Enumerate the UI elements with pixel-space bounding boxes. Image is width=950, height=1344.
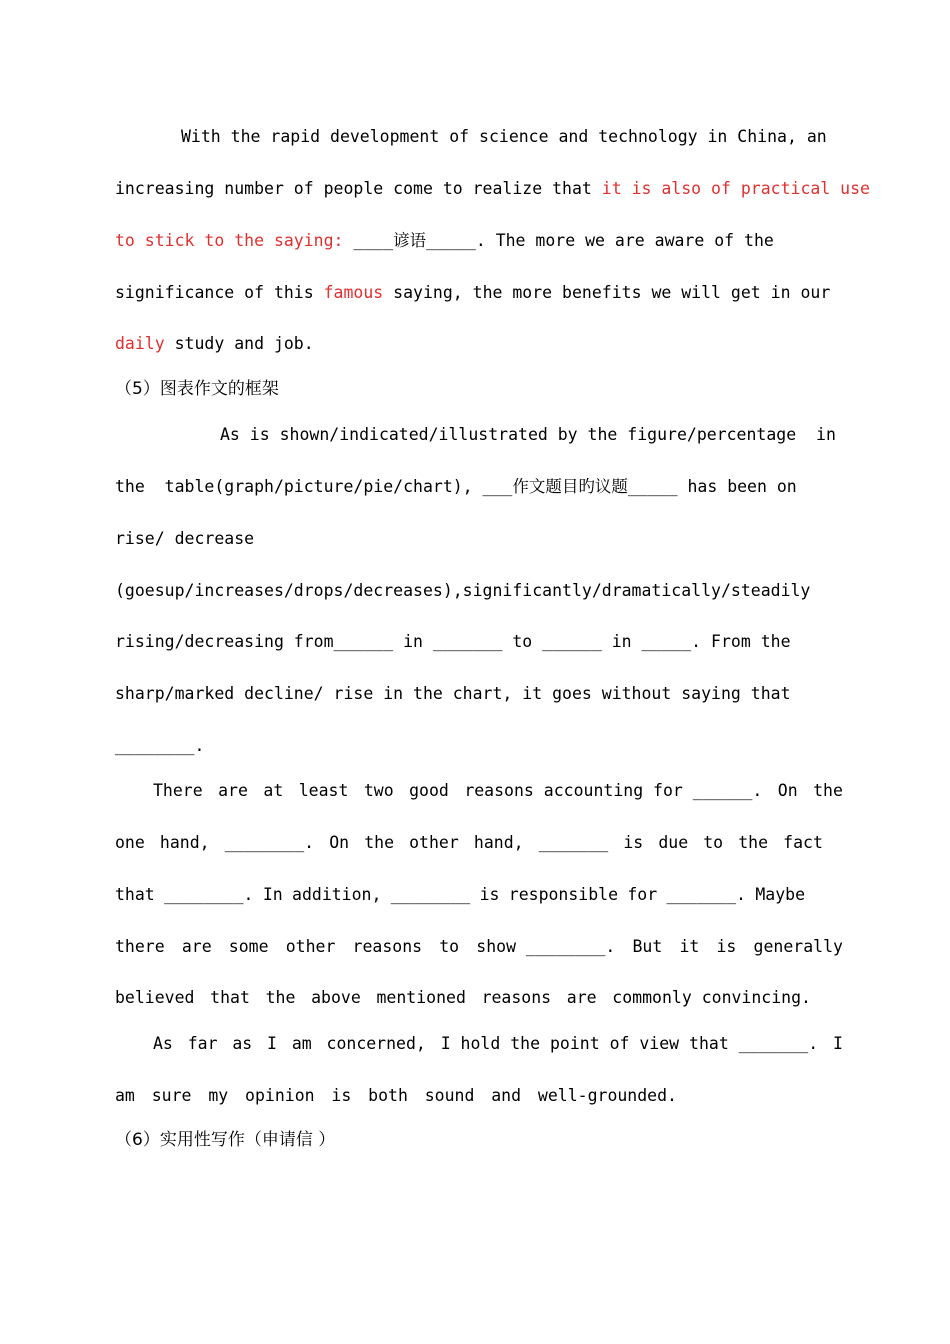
- para1-highlight-stick: to stick to the saying:: [115, 231, 354, 250]
- word: it: [679, 937, 700, 956]
- word: other: [285, 937, 336, 956]
- word: commonly convincing.: [612, 988, 811, 1007]
- word: Maybe: [755, 885, 805, 904]
- word: there: [115, 937, 165, 956]
- word: as: [232, 1034, 253, 1053]
- word: hand,: [159, 833, 210, 852]
- word: to: [703, 833, 724, 852]
- para4-line2: [115, 1085, 677, 1107]
- word: due: [658, 833, 689, 852]
- word: the: [364, 833, 395, 852]
- word: well-grounded.: [537, 1086, 677, 1105]
- word: reasons accounting for ______.: [464, 781, 763, 800]
- word: that: [115, 885, 155, 904]
- word: But: [632, 937, 663, 956]
- word: opinion: [245, 1086, 315, 1105]
- word: are: [218, 781, 248, 800]
- word: other: [409, 833, 459, 852]
- word: are: [566, 988, 597, 1007]
- para2-line5: rising/decreasing from______ in _______ to ______ in _____. From the: [115, 632, 791, 651]
- word: responsible: [508, 885, 619, 904]
- word: is: [331, 1086, 352, 1105]
- word: ________.: [164, 885, 254, 904]
- word: In: [262, 885, 283, 904]
- word: I hold the point of view that _______.: [440, 1034, 819, 1053]
- word: least: [298, 781, 349, 800]
- word: that: [210, 988, 250, 1007]
- word: two: [363, 781, 394, 800]
- word: reasons: [481, 988, 552, 1007]
- word: both: [368, 1086, 408, 1105]
- para2-line2: the table(graph/picture/pie/chart), ___作文题目旳议题_____ has been on: [115, 477, 797, 496]
- para3-line1: [153, 780, 843, 802]
- para1-line3: [115, 230, 845, 252]
- word: fact: [783, 833, 823, 852]
- word: some: [228, 937, 269, 956]
- para3-line4: [115, 936, 843, 958]
- word: above: [311, 988, 361, 1007]
- word: On: [777, 781, 798, 800]
- para1-line3-text: ____谚语_____. The more we are aware of the: [353, 231, 774, 250]
- word: reasons: [352, 937, 423, 956]
- word: sure: [151, 1086, 192, 1105]
- para3-line5: [115, 987, 811, 1009]
- section-heading-5: （5）图表作文的框架: [115, 379, 279, 399]
- para1-line4: [115, 282, 845, 304]
- para1-highlight-famous: famous: [323, 283, 384, 302]
- word: hand,: [473, 833, 524, 852]
- word: show ________.: [476, 937, 616, 956]
- word: to: [439, 937, 460, 956]
- word: is: [479, 885, 500, 904]
- para2-line3: rise/ decrease: [115, 529, 255, 548]
- para1-line4-text-b: saying, the more benefits we will get in our: [383, 283, 831, 302]
- word: for: [627, 885, 658, 904]
- word: good: [409, 781, 449, 800]
- para1-line5: [115, 333, 845, 355]
- word: addition,: [292, 885, 382, 904]
- para2-line4: (goesup/increases/drops/decreases),significantly/dramatically/steadily: [115, 581, 811, 600]
- section-heading-6: （6）实用性写作（申请信 ）: [115, 1130, 336, 1150]
- para3-line2: [115, 832, 823, 854]
- para1-line4-text-a: significance of this: [115, 283, 324, 302]
- para2-line1: As is shown/indicated/illustrated by the figure/percentage in: [220, 425, 836, 444]
- word: I: [833, 1034, 843, 1053]
- word: the: [813, 781, 843, 800]
- word: the: [738, 833, 769, 852]
- word: at: [263, 781, 284, 800]
- para3-line3: [115, 884, 805, 906]
- word: There: [153, 781, 203, 800]
- para1-line2-text: increasing number of people come to realize that: [115, 179, 602, 198]
- word: is: [623, 833, 644, 852]
- word: sound: [424, 1086, 475, 1105]
- word: I: [267, 1034, 277, 1053]
- para1-line1: With the rapid development of science and technology in China, an: [181, 127, 827, 146]
- word: are: [181, 937, 212, 956]
- word: is: [716, 937, 737, 956]
- word: mentioned: [376, 988, 466, 1007]
- word: On: [329, 833, 350, 852]
- word: ________.: [224, 833, 315, 852]
- word: _______: [538, 833, 609, 852]
- para1-highlight-practical: it is also of practical use: [601, 179, 870, 198]
- word: far: [187, 1034, 218, 1053]
- word: my: [208, 1086, 229, 1105]
- para1-line2: [115, 178, 870, 200]
- word: ________: [390, 885, 471, 904]
- word: concerned,: [326, 1034, 426, 1053]
- para1-highlight-daily: daily: [115, 334, 165, 353]
- word: am: [291, 1034, 312, 1053]
- word: and: [491, 1086, 522, 1105]
- para1-line5-text: study and job.: [164, 334, 314, 353]
- para2-line7: ________.: [115, 736, 205, 755]
- word: one: [115, 833, 145, 852]
- word: believed: [115, 988, 195, 1007]
- word: _______.: [666, 885, 746, 904]
- word: generally: [753, 937, 843, 956]
- word: am: [115, 1086, 135, 1105]
- para4-line1: [153, 1033, 843, 1055]
- word: the: [265, 988, 296, 1007]
- para2-line6: sharp/marked decline/ rise in the chart, it goes without saying that: [115, 684, 791, 703]
- word: As: [153, 1034, 173, 1053]
